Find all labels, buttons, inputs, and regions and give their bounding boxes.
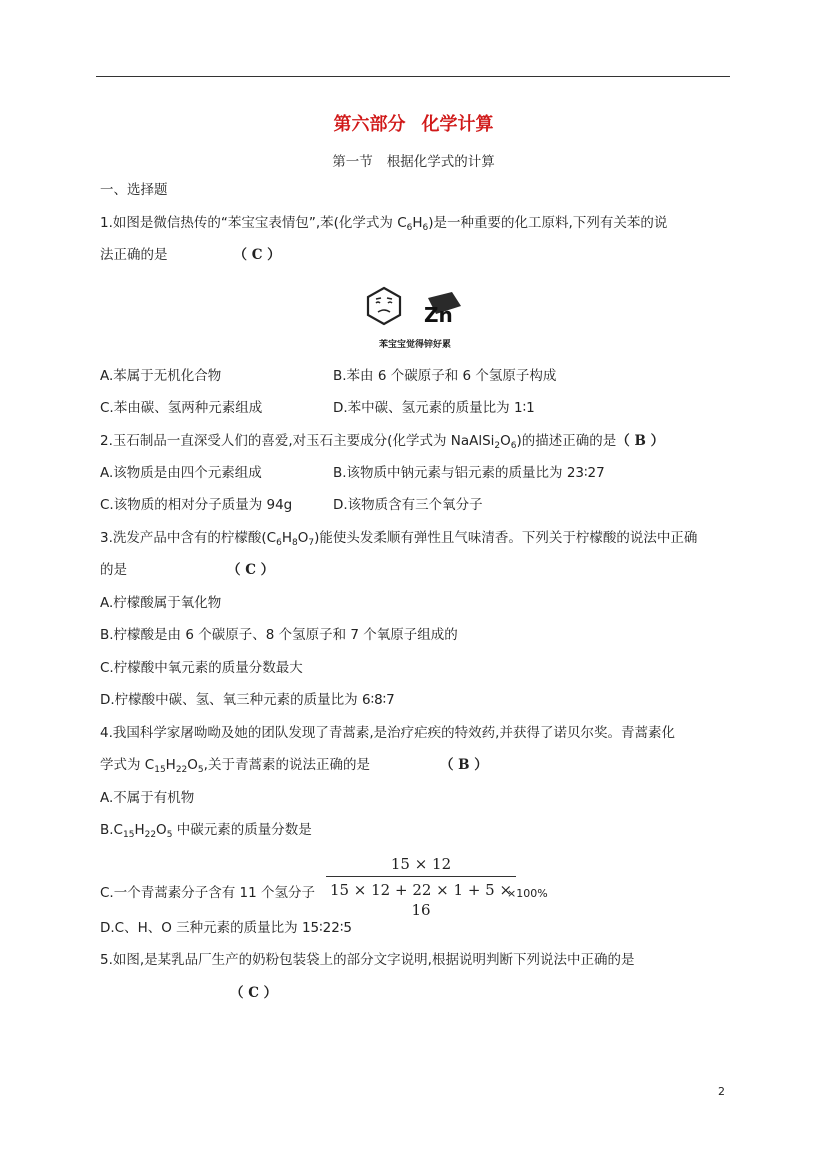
q4-option-a: A.不属于有机物 [100, 790, 195, 806]
q1-stem-line1: 1.如图是微信热传的“苯宝宝表情包”,苯(化学式为 $C_6H_6$)是一种重要的化工原料,下列有关苯的说 [100, 215, 668, 233]
benzene-ring [368, 288, 400, 324]
q4-answer: （ B ） [439, 757, 488, 773]
q2-option-b: B.该物质中钠元素与铝元素的质量比为 23∶27 [333, 465, 605, 481]
q1-answer: （ C ） [233, 247, 281, 263]
q4-option-d: D.C、H、O 三种元素的质量比为 15∶22∶5 [100, 920, 352, 936]
q3-option-c: C.柠檬酸中氧元素的质量分数最大 [100, 660, 303, 676]
q5-answer: （ C ） [230, 985, 278, 1001]
fraction-denominator: 15 × 12 + 22 × 1 + 5 × 16 [329, 881, 513, 919]
emoji-mouth [378, 310, 390, 312]
q3-stem-line1: 3.洗发产品中含有的柠檬酸$(C_6H_8O_7)$能使头发柔顺有弹性且气味清香。下列关于柠檬酸的说法中正确 [100, 530, 698, 548]
q4-stem-line2: 学式为 $C_{15}H_{22}O_5$,关于青蒿素的说法正确的是 （ B ） [100, 757, 488, 775]
part-title: 第六部分 化学计算 [333, 114, 494, 135]
q2-answer: （ B ） [616, 433, 665, 449]
q2-stem: 2.玉石制品一直深受人们的喜爱,对玉石主要成分(化学式为 $NaAlSi_2O_6$)的描述正确的是（ B ） [100, 433, 665, 451]
header-rule [96, 76, 730, 77]
q2-option-d: D.该物质含有三个氧分子 [333, 497, 483, 513]
q3-answer: （ C ） [227, 562, 275, 578]
q4-stem-line1: 4.我国科学家屠呦呦及她的团队发现了青蒿素,是治疗疟疾的特效药,并获得了诺贝尔奖。青蒿素化 [100, 725, 675, 741]
q2-option-c: C.该物质的相对分子质量为 94g [100, 497, 293, 513]
q3-stem-line2: 的是 （ C ） [100, 562, 275, 578]
fraction-numerator: 15 × 12 [390, 855, 452, 873]
q3-option-d: D.柠檬酸中碳、氢、氧三种元素的质量比为 6∶8∶7 [100, 692, 395, 708]
zn-symbol: Zn [424, 303, 453, 327]
q4-option-c: C.一个青蒿素分子含有 11 个氢分子 ×100% [100, 885, 548, 901]
page-number: 2 [718, 1085, 725, 1098]
q2-option-a: A.该物质是由四个元素组成 [100, 465, 262, 481]
q4-option-b: $B.C_{15}H_{22}O_5$ 中碳元素的质量分数是 [100, 822, 312, 840]
fraction-bar [326, 876, 516, 877]
figure-caption: 苯宝宝觉得锌好累 [378, 340, 451, 350]
q5-stem: 5.如图,是某乳品厂生产的奶粉包装袋上的部分文字说明,根据说明判断下列说法中正确的是 [100, 952, 635, 968]
q1-stem-line2: 法正确的是 （ C ） [100, 247, 281, 263]
emoji-brows [376, 298, 392, 299]
q1-option-d: D.苯中碳、氢元素的质量比为 1∶1 [333, 400, 535, 416]
emoji-eyes [376, 302, 392, 303]
section-title: 第一节 根据化学式的计算 [332, 154, 495, 170]
q3-option-b: B.柠檬酸是由 6 个碳原子、8 个氢原子和 7 个氧原子组成的 [100, 627, 458, 643]
q1-option-b: B.苯由 6 个碳原子和 6 个氢原子构成 [333, 368, 557, 384]
q1-option-a: A.苯属于无机化合物 [100, 368, 222, 384]
q1-option-c: C.苯由碳、氢两种元素组成 [100, 400, 263, 416]
section-heading: 一、选择题 [100, 182, 168, 198]
q3-option-a: A.柠檬酸属于氧化物 [100, 595, 222, 611]
